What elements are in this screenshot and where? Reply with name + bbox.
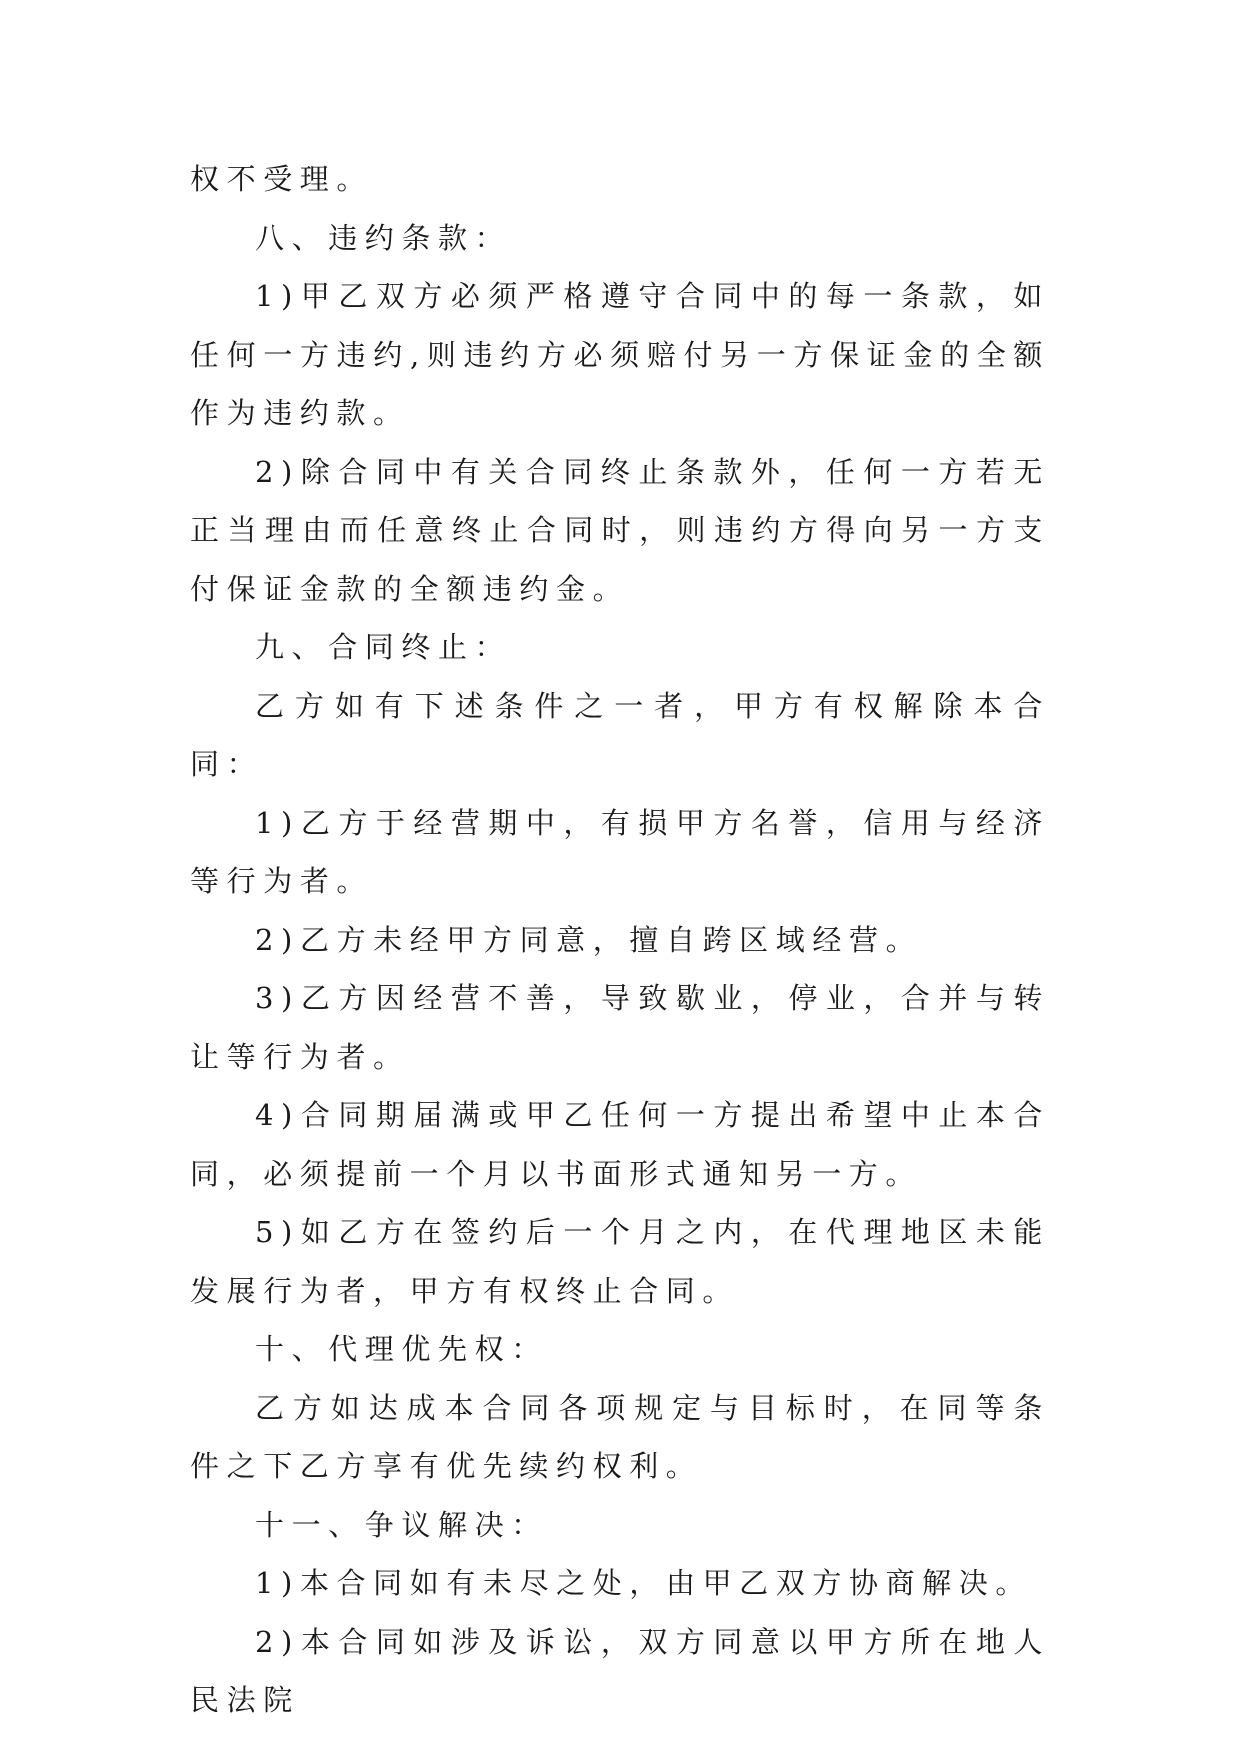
clause-dispute-1: 1)本合同如有未尽之处，由甲乙双方协商解决。 xyxy=(255,1566,1032,1600)
clause-termination-4: 4)合同期届满或甲乙任何一方提出希望中止本合同，必须提前一个月以书面形式通知另一方。 xyxy=(190,1098,1050,1191)
clause-dispute-2: 2)本合同如涉及诉讼，双方同意以甲方所在地人民法院 xyxy=(190,1624,1050,1717)
section-heading-priority: 十、代理优先权： xyxy=(255,1332,548,1366)
clause-breach-2: 2)除合同中有关合同终止条款外，任何一方若无正当理由而任意终止合同时，则违约方得向另一方支付保证金款的全额违约金。 xyxy=(190,454,1050,606)
document-page xyxy=(190,150,1050,1730)
section-heading-breach: 八、违约条款： xyxy=(255,220,512,255)
clause-termination-5: 5)如乙方在签约后一个月之内，在代理地区未能发展行为者，甲方有权终止合同。 xyxy=(190,1215,1050,1308)
clause-priority: 乙方如达成本合同各项规定与目标时，在同等条件之下乙方享有优先续约权利。 xyxy=(190,1390,1050,1483)
clause-termination-1: 1)乙方于经营期中，有损甲方名誉，信用与经济等行为者。 xyxy=(190,805,1050,898)
section-heading-dispute: 十一、争议解决： xyxy=(255,1507,548,1542)
clause-breach-1: 1)甲乙双方必须严格遵守合同中的每一条款，如任何一方违约,则违约方必须赔付另一方保证金的全额作为违约款。 xyxy=(190,279,1050,430)
section-heading-termination: 九、合同终止： xyxy=(255,630,512,664)
paragraph-continuation: 权不受理。 xyxy=(190,162,374,196)
termination-intro: 乙方如有下述条件之一者，甲方有权解除本合同： xyxy=(190,688,1050,781)
clause-termination-2: 2)乙方未经甲方同意，擅自跨区域经营。 xyxy=(255,922,923,957)
clause-termination-3: 3)乙方因经营不善，导致歇业，停业，合并与转让等行为者。 xyxy=(190,981,1050,1074)
